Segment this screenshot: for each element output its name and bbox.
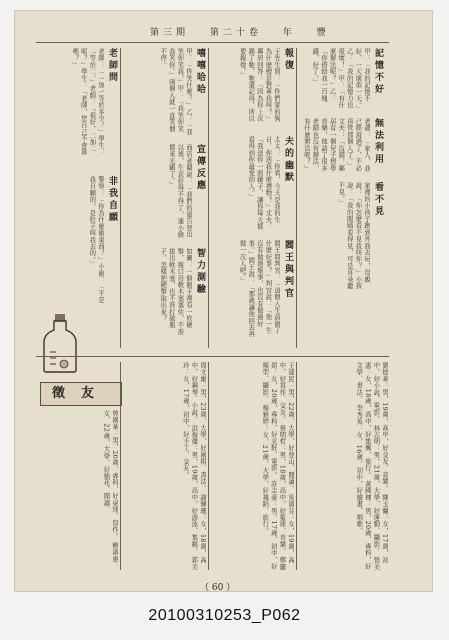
page-header [150, 25, 344, 38]
friends-entry: 賴淑惠：女，22歲，大學，好插花、閱讀。 [102, 410, 118, 569]
article-body-husband: 太太：「你看，今天是我的生日，你送我什麼禮物？」丈夫：「我送你一面鏡子，讓你每天都看得到你最愛的人。」 [247, 136, 280, 230]
friends-entry: 王建民：男，22歲，大學，好登山、閱讀。 [287, 362, 294, 492]
header-year: 年 [282, 28, 296, 38]
article-title-self-defeat: 非我自願 [107, 176, 117, 224]
article-title-test: 智力測驗 [195, 248, 205, 296]
friends-column-2 [212, 362, 294, 570]
friends-entry: 劉德華：男，19歲，高中，好交友、音樂。 [381, 362, 388, 492]
friends-entry: 曾國華：男，20歲，專科，好桌球、寫作。 [111, 410, 118, 540]
article-body-teacher: 老師：「一加一等於多少？」學生：「等於二。」老師：「很好，二加二呢？」學生：「老師，您自己不會算嗎？」 [71, 48, 104, 156]
friends-entry: 郭美玲：女，17歲，初中，好手工、交友。 [181, 362, 198, 570]
header-volume: 第二十卷 [209, 28, 262, 38]
column-divider [208, 48, 209, 348]
friends-entry: 周文雄：男，23歲，大學，好圍棋、書法。 [199, 362, 206, 492]
article-title-husband: 夫的幽默 [283, 136, 293, 184]
article-title-memory: 記憶不好 [373, 48, 383, 96]
bottle-cork [55, 314, 65, 321]
column-divider [296, 48, 297, 348]
article-title-laugh: 嘻嘻哈哈 [195, 48, 205, 96]
article-title-teacher: 老師問 [107, 48, 117, 84]
article-body-self-defeat: 警察：「你為什麼偷東西？」小偷：「不是我自願的，是肚子叫我去的。」 [88, 176, 104, 304]
scan-caption: 20100310253_P062 [148, 607, 301, 624]
article-body-not-seen: 家裡的小孩子跑到外面去玩，母親說：「你怎麼看不見我叫你？」小孩說：「我的眼睛看得見，可是耳朵聽不見。」 [337, 182, 370, 290]
article-title-ad: 宣傳反應 [195, 144, 205, 192]
friends-entry: 謝佩珊：女，18歲，高中，好鋼琴、小說。 [190, 362, 206, 563]
article-body-memory: 甲：「我的記憶不好，一天壞似一天。」乙：「我的記憶力也很壞！」甲：「有什麼辦法呢？」乙：「你借給我一百塊錢，好了。」 [311, 48, 370, 109]
article-title-not-seen: 看不見 [373, 182, 383, 218]
friends-entry: 黃國棟：男，20歲，專科，好文學、書法。 [355, 362, 371, 570]
friends-column-1 [300, 362, 388, 570]
coin [60, 360, 68, 368]
header-rule [36, 42, 389, 43]
friends-entry: 鄭麗娟：女，20歲，專科，好烹飪、電影。 [269, 362, 286, 570]
article-body-ad: 商店老闆說：「我們的廣告登出以後，生意好得不得了，連小偷都來光顧了。」 [167, 144, 192, 238]
friends-entry: 陳玉蘭：女，17歲，初中，好小說、電影。 [372, 362, 388, 563]
article-body-revenge: 王先生問：「你們家的狗為什麼總是對著我叫？」鄰居回答：「因為你上次踢了牠，牠還記得，所以要報復。」 [238, 48, 280, 122]
friends-entry: 李秀英：女，16歲，初中，好繪畫、唱歌。 [355, 404, 363, 535]
friends-entry: 楊雅婷：女，21歲，大學，好舞蹈、旅行。 [261, 404, 269, 535]
column-divider [296, 362, 297, 570]
article-title-useless: 無法利用 [373, 118, 383, 166]
bottle-illustration [40, 312, 80, 374]
friends-entry: 林志明：男，21歲，大學，好運動、攝影。 [372, 424, 380, 555]
friends-entry: 吳淑芬：女，19歲，高中，好寫作、交友。 [278, 362, 294, 563]
friends-entry: 洪俊傑：男，19歲，高中，好游泳、集郵。 [190, 424, 198, 555]
friends-section-title: 徵友 [40, 382, 122, 406]
friends-column-4 [38, 410, 118, 570]
header-magazine: 豐 [316, 28, 330, 38]
article-body-laugh: 甲：「你笑什麼？」乙：「我笑你笑我。」甲：「我笑你笑我笑你。」兩個人就一直笑個不停。 [159, 48, 192, 136]
column-divider [120, 362, 121, 570]
article-title-yama: 閻王與判官 [283, 240, 293, 300]
article-body-test: 如圖：一個瓶子裡有一枚硬幣，瓶口用軟木塞塞住，不准拔出軟木塞，也不准打破瓶子，怎樣把硬幣取出來？ [159, 248, 192, 336]
article-title-revenge: 報復 [283, 48, 293, 72]
friends-entry: 張美惠：女，18歲，高中，好集郵、旅行。 [363, 362, 380, 570]
header-period: 第三期 [150, 28, 190, 38]
friends-entry: 許志豪：男，17歲，初中，好模型、攝影。 [261, 362, 277, 570]
page-number: （ 60 ） [200, 583, 236, 593]
article-body-yama: 閻王問判官：「這個人生前做了什麼好事？」判官說：「他一生沒有做過壞事，也沒有做過好事。」閻王說：「那就讓他回去再做一次人吧。」 [238, 240, 280, 338]
friends-column-3 [124, 362, 206, 570]
section-divider [36, 356, 389, 357]
column-divider [120, 48, 121, 348]
column-divider [208, 362, 209, 570]
friends-entry: 蔡明哲：男，18歲，高中，好籃球、音樂。 [278, 424, 286, 555]
article-body-useless: 老爺：「家人，我已經說過了，不必再管那個人了。」文夫：「沒錯，鄰居有一個兒子想學音樂，他請了很多老師也沒有辦法，有什麼辦法呢？」 [302, 118, 370, 172]
